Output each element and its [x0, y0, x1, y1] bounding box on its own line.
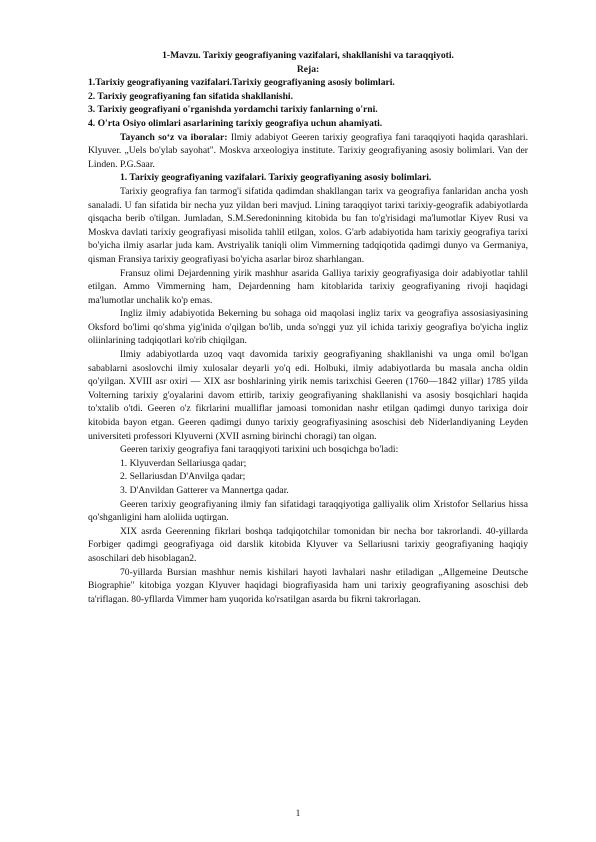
section-heading: 1. Tarixiy geografiyaning vazifalari. Tarixiy geografiyaning asosiy bolimlari.	[120, 172, 432, 184]
body-paragraph: Fransuz olimi Dejardenning yirik mashhur asarida Galliya tarixiy geografiyasiga doir adabiyotlar tahlil etilgan. Ammo Vimmerning ham, Dejardenning ham kitoblarida tarixiy geografiyaning rivoji haqidagi ma'lumotlar unchalik ko'p emas.	[88, 267, 528, 306]
plan-item: 3. Tarixiy geografiyani o'rganishda yordamchi tarixiy fanlarning o'rni.	[88, 104, 378, 116]
keywords-text: Ilmiy adabiyot Geeren tarixiy geografiya fani taraqqiyoti haqida qarashlari. Klyuver. „Uels bo'ylab sayohat". Moskva arxeologiya institute. Tarixiy geografiyaning asosiy bolimlari. Van der Linden. P.G.Saar.	[88, 131, 528, 170]
document-body	[88, 49, 528, 606]
stage-item: 3. D'Anvildan Gatterer va Mannertga qadar.	[120, 485, 289, 496]
stage-item: 2. Sellariusdan D'Anvilga qadar;	[120, 471, 246, 483]
body-paragraph: Ilmiy adabiyotlarda uzoq vaqt davomida tarixiy geografiyaning shakllanishi va unga omil bo'lgan sabablarni asoslovchi ilmiy xulosalar deyarli yo'q edi. Holbuki, ilmiy adabiyotlarda bu masala ancha oldin qo'yilgan. XVIII asr oxiri — XIX asr boshlarining yirik nemis tarixchisi Geeren (1760—1842 yillar) 1785 yilda Volterning tarixiy g'oyalarini davom ettirib, tarixiy geografiyaning shakllanishi va asosiy bosqichlari haqida to'xtalib o'tdi. Geeren o'z fikrlarini mualliflar jamoasi tomonidan nashr etilgan qadimgi dunyo tarixiga doir kitobida bayon etgan. Geeren qadimgi dunyo tarixiy geografiyasining asoschisi deb Niderlandiyaning Leyden universiteti professori Klyuverni (XVII asrning birinchi choragi) tan olgan.	[88, 349, 528, 442]
page-number: 1	[295, 808, 301, 818]
plan-item: 4. O'rta Osiyo olimlari asarlarining tarixiy geografiya uchun ahamiyati.	[88, 117, 383, 129]
body-paragraph: XIX asrda Geerenning fikrlari boshqa tadqiqotchilar tomonidan bir necha bor takrorlandi. 40-yillarda Forbiger qadimgi geografiyaga oid darslik kitobida Klyuver va Sellariusni tarixiy geografiyaning haqiqiy asoschilari deb hisoblagan2.	[88, 525, 528, 564]
document-title: 1-Mavzu. Tarixiy geografiyaning vazifalari, shakllanishi va taraqqiyoti.	[162, 50, 454, 61]
body-paragraph: Tarixiy geografiya fan tarmog'i sifatida qadimdan shakllangan tarix va geografiya fanlaridan ancha yosh sanaladi. U fan sifatida bir necha yuz yildan beri mavjud. Lining taraqqiyot tarixi tarixiy-geografik adabiyotlarda qisqacha berib o'tilgan. Jumladan, S.M.Seredoninning kitobida bu fan to'g'risidagi ma'lumotlar Kiyev Rusi va Moskva davlati tarixiy geografiyasi misolida tahlil etilgan, xolos. G'arb adabiyotida ham tarixiy geografiya tarixi bo'yicha ilmiy asarlar juda kam. Avstriyalik taniqli olim Vimmerning tadqiqotida qadimgi dunyo va Germaniya, qisman Fransiya tarixiy geografiyasi bo'yicha asarlar biroz sharhlangan.	[88, 185, 528, 265]
keywords-paragraph	[88, 131, 528, 172]
body-paragraph: Geeren tarixiy geografiyaning ilmiy fan sifatidagi taraqqiyotiga galliyalik olim Xristofor Sellarius hissa qo'shganligini ham aloliida uqtirgan.	[88, 498, 528, 524]
body-paragraph: 70-yillarda Bursian mashhur nemis kishilari hayoti lavhalari nashr etiladigan „Allgemeine Deutsche Biographie" kitobiga yozgan Klyuver haqidagi biografiyasida ham uni tarixiy geografiyaning asoschisi deb ta'riflagan. 80-yfllarda Vimmer ham yuqorida ko'rsatilgan asarda bu fikrni takrorlagan.	[88, 566, 528, 605]
body-paragraph: Ingliz ilmiy adabiyotida Bekerning bu sohaga oid maqolasi ingliz tarix va geografiya assosiasiyasining Oksford bo'limi qo'shma yig'inida o'qilgan bo'lib, unda so'nggi yuz yil ichida tarixiy geografiya bo'yicha ingliz oliinlarining tadqiqotlari ko'rib chiqilgan.	[88, 308, 528, 347]
plan-item: 2. Tarixiy geografiyaning fan sifatida shakllanishi.	[88, 90, 293, 102]
stage-item: 1. Klyuverdan Sellariusga qadar;	[120, 457, 247, 469]
plan-label: Reja:	[296, 63, 320, 75]
plan-item: 1.Tarixiy geografiyaning vazifalari.Tarixiy geografiyaning asosiy bolimlari.	[88, 77, 395, 89]
keywords-label: Tayanch so‘z va iboralar:	[120, 131, 228, 143]
body-paragraph: Geeren tarixiy geografiya fani taraqqiyoti tarixini uch bosqichga bo'ladi:	[120, 444, 399, 456]
